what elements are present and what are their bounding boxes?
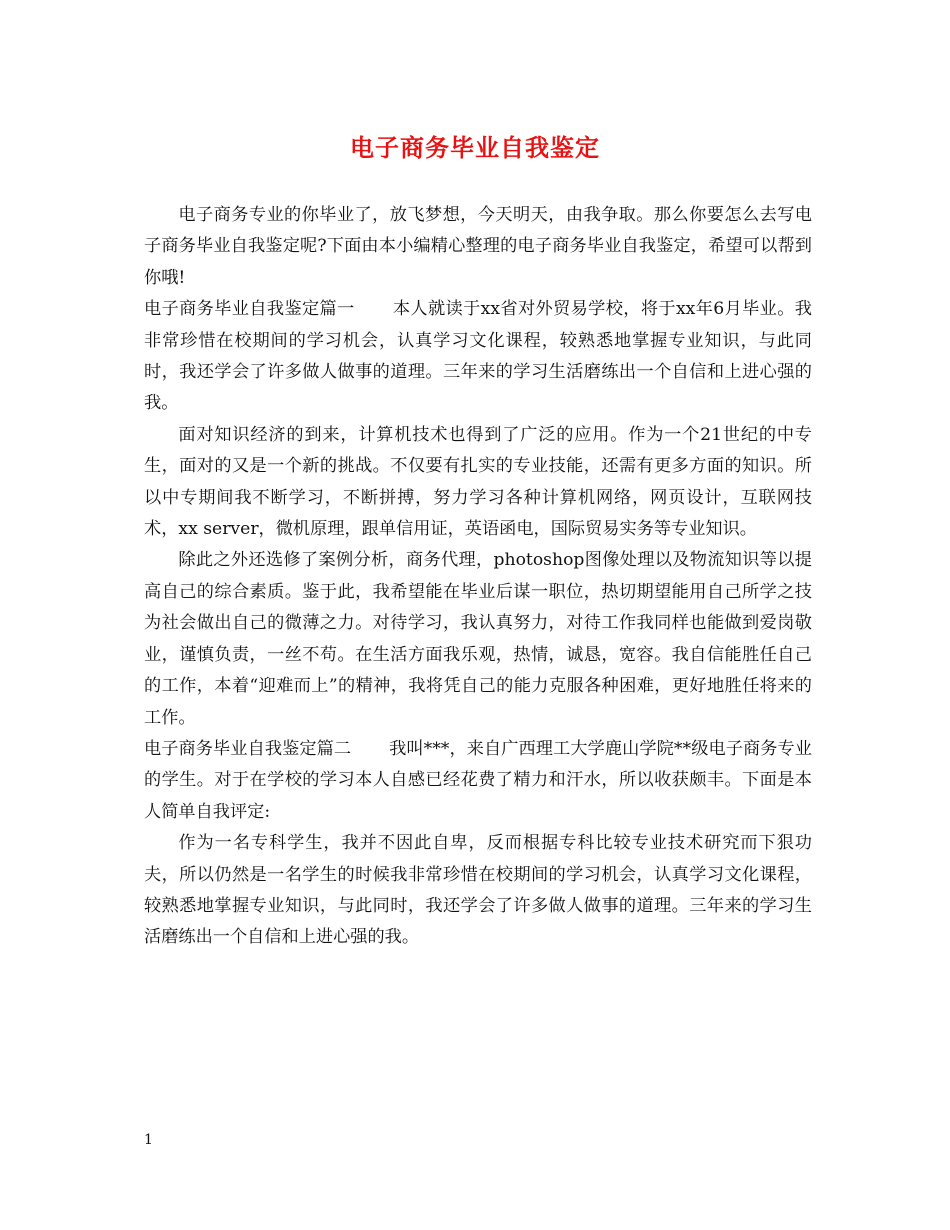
paragraph-intro bbox=[144, 200, 812, 294]
page-number: 1 bbox=[144, 1132, 153, 1148]
paragraph-section-one bbox=[144, 294, 812, 420]
document-body bbox=[144, 200, 812, 954]
paragraph-electives bbox=[144, 545, 812, 733]
section-heading: 电子商务毕业自我鉴定篇二 bbox=[144, 738, 352, 759]
paragraph-text: 除此之外还选修了案例分析，商务代理，photoshop图像处理以及物流知识等以提高自己的综合素质。鉴于此，我希望能在毕业后谋一职位，热切期望能用自己所学之技为社会做出自己的微薄之力。对待学习，我认真努力，对待工作我同样也能做到爱岗敬业，谨慎负责，一丝不苟。在生活方面我乐观，热情，诚恳，宽容。我自信能胜任自己的工作，本着“迎难而上”的精神，我将凭自己的能力克服各种困难，更好地胜任将来的工作。 bbox=[144, 550, 812, 728]
paragraph-text: 电子商务专业的你毕业了，放飞梦想，今天明天，由我争取。那么你要怎么去写电子商务毕业自我鉴定呢?下面由本小编精心整理的电子商务毕业自我鉴定，希望可以帮到你哦! bbox=[144, 205, 812, 288]
section-heading: 电子商务毕业自我鉴定篇一 bbox=[144, 299, 355, 320]
paragraph-text: 我叫***，来自广西理工大学鹿山学院**级电子商务专业的学生。对于在学校的学习本人自感已经花费了精力和汗水，所以收获颇丰。下面是本人简单自我评定: bbox=[144, 738, 812, 822]
paragraph-section-two bbox=[144, 734, 812, 828]
paragraph-college-student bbox=[144, 828, 812, 954]
document-title: 电子商务毕业自我鉴定 bbox=[350, 133, 600, 162]
paragraph-text: 作为一名专科学生，我并不因此自卑，反而根据专科比较专业技术研究而下狠功夫，所以仍然是一名学生的时候我非常珍惜在校期间的学习机会，认真学习文化课程，较熟悉地掌握专业知识，与此同时，我还学会了许多做人做事的道理。三年来的学习生活磨练出一个自信和上进心强的我。 bbox=[144, 833, 812, 948]
paragraph-knowledge-economy bbox=[144, 420, 812, 546]
paragraph-text: 本人就读于xx省对外贸易学校，将于xx年6月毕业。我非常珍惜在校期间的学习机会，认真学习文化课程，较熟悉地掌握专业知识，与此同时，我还学会了许多做人做事的道理。三年来的学习生活磨练出一个自信和上进心强的我。 bbox=[144, 299, 812, 414]
paragraph-text: 面对知识经济的到来，计算机技术也得到了广泛的应用。作为一个21世纪的中专生，面对的又是一个新的挑战。不仅要有扎实的专业技能，还需有更多方面的知识。所以中专期间我不断学习，不断拼搏，努力学习各种计算机网络，网页设计，互联网技术，xx server，微机原理，跟单信用证，英语函电，国际贸易实务等专业知识。 bbox=[144, 424, 812, 540]
